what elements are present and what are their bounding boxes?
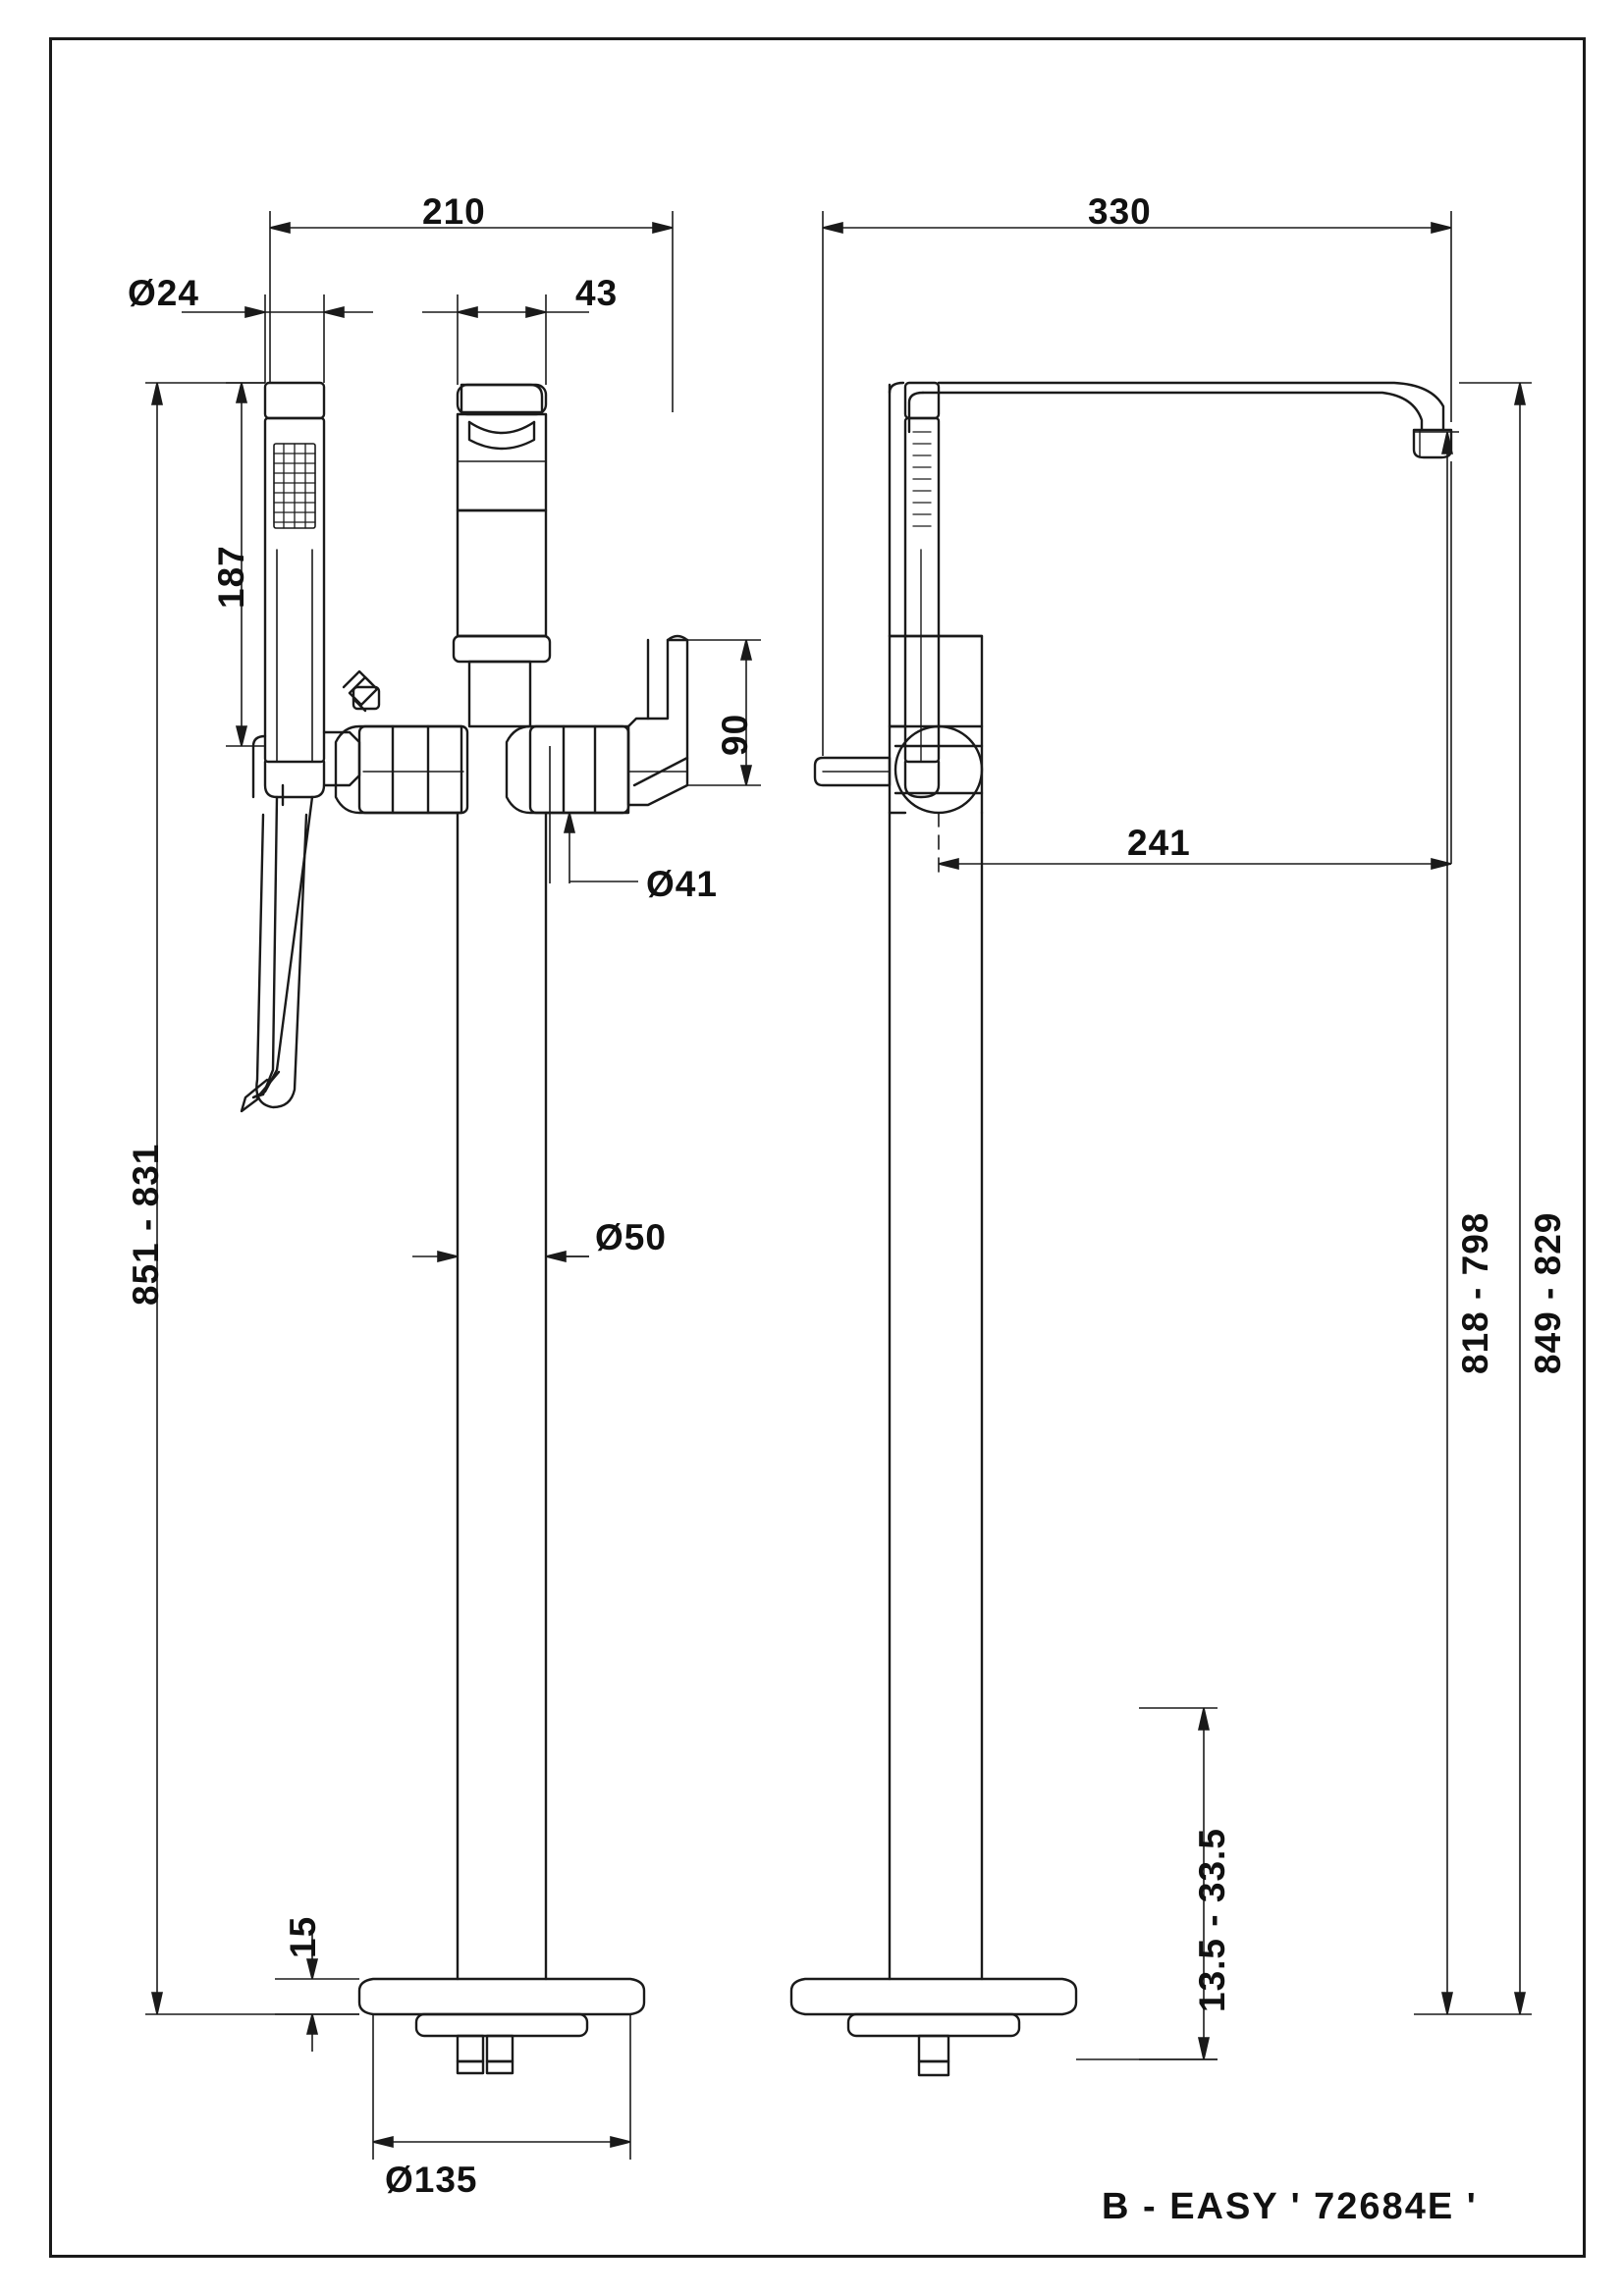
title-block-label: B - EASY ' 72684E ' — [1102, 2186, 1478, 2227]
dim-handshower-length: 187 — [211, 545, 251, 609]
dim-overall-width-front: 210 — [422, 191, 486, 232]
dim-floor-clearance: 13.5 - 33.5 — [1192, 1828, 1232, 2012]
dim-base-plate-diameter: Ø135 — [385, 2160, 478, 2200]
dim-bracket-height: 90 — [715, 713, 755, 756]
dim-handshower-diameter: Ø24 — [128, 273, 199, 313]
dim-body-diameter: Ø41 — [646, 864, 718, 904]
dim-spout-reach: 330 — [1088, 191, 1152, 232]
dim-lever-width: 43 — [575, 273, 619, 313]
dim-column-diameter: Ø50 — [595, 1217, 667, 1257]
dim-overall-height-front: 851 - 831 — [126, 1143, 166, 1306]
dim-base-plate-thickness: 15 — [283, 1915, 323, 1958]
dim-spout-height: 818 - 798 — [1455, 1211, 1495, 1374]
dim-handshower-offset: 241 — [1127, 823, 1191, 863]
dim-overall-height-side: 849 - 829 — [1528, 1211, 1568, 1374]
